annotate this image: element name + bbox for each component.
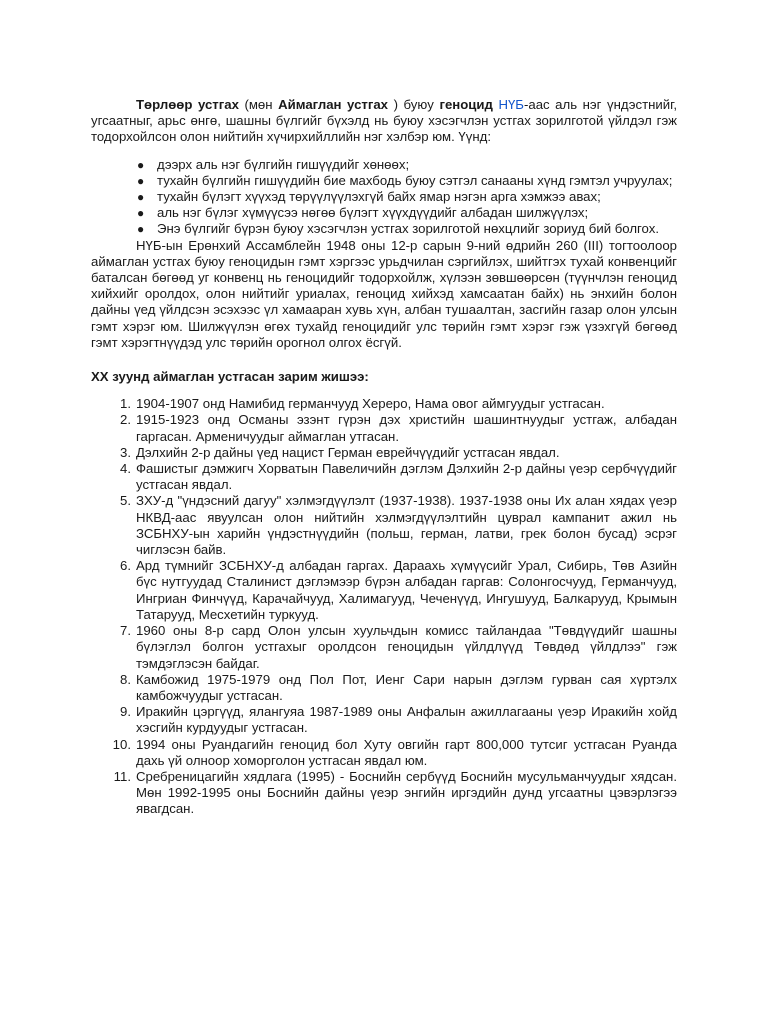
example-number: 9.: [120, 704, 131, 720]
example-text: Дэлхийн 2-р дайны үед нацист Герман еврейчүүдийг устгасан явдал.: [136, 444, 560, 460]
example-text: Сребреницагийн хядлага (1995) - Боснийн сербүүд Боснийн мусульманчуудыг хядсан. Мөн 1992-1995 оны Боснийн дайны үеэр энгийн иргэдийн дунд угсаатны цэвэрлэгээ явагдсан.: [136, 768, 677, 817]
example-item: [120, 671, 677, 704]
example-text: Иракийн цэргүүд, ялангуяа 1987-1989 оны Анфалын ажиллагааны үеэр Иракийн хойд хэсгийн курдуудыг устгасан.: [136, 704, 677, 736]
bullet-item: [137, 221, 677, 237]
examples-list: [91, 396, 677, 817]
bullet-item: [137, 156, 677, 173]
example-number: 5.: [120, 493, 131, 509]
bullet-icon: ●: [137, 173, 145, 188]
example-text: Камбожид 1975-1979 онд Пол Пот, Иенг Сари нарын дэглэм гурван сая хүртэлх камбожчуудыг устгасан.: [136, 671, 677, 703]
bullet-icon: ●: [137, 222, 145, 237]
example-text: 1994 оны Руандагийн геноцид бол Хуту овгийн гарт 800,000 тутсиг устгасан Руанда дахь үй олноор хоморголон устгасан явдал юм.: [136, 736, 677, 768]
example-item: [120, 444, 677, 461]
term-terloor-ustgah: Төрлөөр устгах: [136, 97, 239, 112]
example-text: Ард түмнийг ЗСБНХУ-д албадан гаргах. Дараахь хүмүүсийг Урал, Сибирь, Төв Азийн бүс нутгуудад Сталинист дэглэмээр бүрэн албадан гаргав: Солонгосчууд, Германчууд, Ингриан Финчүүд, Карачайчууд, Халимагууд, Чеченүүд, Ингушууд, Балкарууд, Крымын Татарууд, Месхетийн туркууд.: [136, 558, 677, 622]
example-number: 8.: [120, 671, 131, 687]
intro-paragraph: [91, 97, 677, 146]
example-item: [120, 461, 677, 493]
bullet-item: [137, 189, 677, 205]
bullet-text: тухайн бүлэгт хүүхэд төрүүлүүлэхгүй байх ямар нэгэн арга хэмжээ авах;: [157, 189, 601, 205]
example-item: [120, 396, 677, 412]
example-number: 10.: [112, 736, 131, 752]
bullet-icon: ●: [137, 157, 145, 172]
intro-text-4: -аас аль нэг үндэстнийг, угсаатныг, арьс өнгө, шашны бүлгийг бүхэлд нь буюу хэсэгчлэн устгах зорилготой үйлдэл гэж тодорхойлсон олон нийтийн хүчирхийллийн нэг хэлбэр юм. Үүнд:: [91, 97, 677, 145]
example-text: Фашистыг дэмжигч Хорватын Павеличийн дэглэм Дэлхийн 2-р дайны үеэр сербчүүдийг устгасан явдал.: [136, 461, 677, 493]
example-text: 1915-1923 онд Османы эзэнт гүрэн дэх христийн шашинтнуудыг устгаж, албадан гаргасан. Арменичуудыг аймаглан утгасан.: [136, 412, 677, 444]
bullet-text: дээрх аль нэг бүлгийн гишүүдийг хөнөөх;: [157, 156, 410, 172]
un-link[interactable]: НҮБ: [498, 97, 524, 112]
term-aimaglan-ustgah: Аймаглан устгах: [278, 97, 389, 112]
example-item: [120, 623, 677, 672]
examples-heading: XX зуунд аймаглан устгасан зарим жишээ:: [91, 369, 369, 385]
bullet-text: Энэ бүлгийг бүрэн буюу хэсэгчлэн устгах зорилготой нөхцлийг зориуд бий болгох.: [157, 221, 659, 237]
intro-text-2: ) буюу: [388, 97, 440, 112]
term-genocide: геноцид: [439, 97, 493, 112]
example-text: ЗХУ-д "үндэсний дагуу" хэлмэгдүүлэлт (1937-1938). 1937-1938 оны Их алан хядах үеэр НКВД-аас явуулсан олон нийтийн хэлмэгдүүлэлтийн цуврал кампанит ажил нь ЗСБНХУ-ын харийн үндэстнүүдийн (польш, герман, латви, грек болон бусад) эсрэг чиглэсэн байв.: [136, 493, 677, 558]
example-text: 1904-1907 онд Намибид германчууд Херерo, Нама овог аймгуудыг устгасан.: [136, 396, 605, 412]
bullet-icon: ●: [137, 206, 145, 221]
document-page: [91, 97, 677, 818]
bullet-icon: ●: [137, 190, 145, 205]
example-number: 2.: [120, 412, 131, 428]
intro-text-1: (мөн: [238, 97, 279, 112]
definition-bullet-list: [91, 157, 677, 238]
bullet-item: [137, 205, 677, 221]
example-number: 6.: [120, 558, 131, 574]
example-item: [120, 558, 677, 623]
un-convention-paragraph: НҮБ-ын Ерөнхий Ассамблейн 1948 оны 12-р сарын 9-ний өдрийн 260 (III) тогтоолоор аймаглан устгах буюу геноцидын гэмт хэргээс урьдчилан сэргийлэх, шийтгэх тухай конвенцийг баталсан бөгөөд уг конвенц нь геноцидийг тодорхойлж, хүлээн зөвшөөрсөн (түүнчлэн геноцид хийхийг оролдох, олон нийтийг уриалах, геноцид хийхэд хамсаатан байх) нь энхийн болон дайны үед үйлдсэн эсэхээс үл хамааран хувь хүн, албан тушаалтан, засгийн газар олон улсын гэмт хэрэг юм. Шилжүүлэн өгөх тухайд геноцидийг улс төрийн гэмт хэрэг гэж үзэхгүй бөгөөд гэмт хэрэгтнүүдэд улс төрийн орогнол олгох ёсгүй.: [91, 237, 677, 350]
example-text: 1960 оны 8-р сард Олон улсын хуульчдын комисс тайландаа "Төвдүүдийг шашны бүлэглэл болгон устгахыг оролдсон геноцидын үйлдлүүд Төвдөд үйлдлээ" гэж тэмдэглэсэн байдаг.: [136, 623, 677, 671]
example-item: [120, 493, 677, 558]
example-item: [112, 736, 677, 769]
example-item: [113, 768, 677, 818]
example-item: [120, 412, 677, 444]
example-number: 7.: [120, 623, 131, 639]
example-number: 1.: [120, 396, 131, 412]
bullet-text: тухайн бүлгийн гишүүдийн бие махбодь буюу сэтгэл санааны хүнд гэмтэл учруулах;: [157, 172, 673, 188]
example-number: 3.: [120, 444, 131, 460]
bullet-item: [137, 172, 677, 189]
example-item: [120, 704, 677, 736]
example-number: 4.: [120, 461, 131, 477]
bullet-text: аль нэг бүлэг хүмүүсээ нөгөө бүлэгт хүүхдүүдийг албадан шилжүүлэх;: [157, 205, 589, 221]
example-number: 11.: [113, 768, 131, 784]
